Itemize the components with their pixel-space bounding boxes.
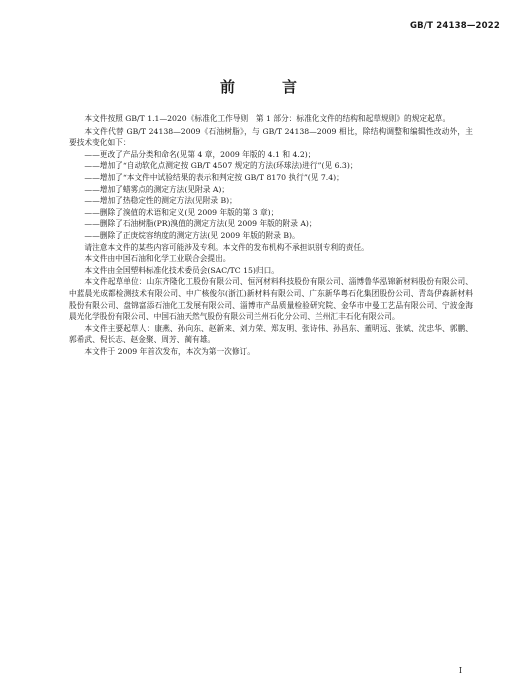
paragraph-patent-notice: 请注意本文件的某些内容可能涉及专利。本文件的发布机构不承担识别专利的责任。 bbox=[84, 242, 369, 252]
list-item: ——增加了热稳定性的测定方法(见附录 B)； bbox=[84, 196, 237, 206]
list-item: ——删除了正庚烷容纳度的测定方法(见 2009 年版的附录 B)。 bbox=[84, 230, 300, 240]
paragraph-proposer: 本文件由中国石油和化学工业联合会提出。 bbox=[84, 254, 231, 264]
paragraph-replaces: 本文件代替 GB/T 24138—2009《石油树脂》，与 GB/T 24138—2009 相比，除结构调整和编辑性改动外，主要技术变化如下： bbox=[69, 126, 473, 148]
paragraph-custodian: 本文件由全国塑料标准化技术委员会(SAC/TC 15)归口。 bbox=[84, 265, 279, 275]
list-item: ——删除了石油树脂(PR)溴值的测定方法(见 2009 年版的附录 A)； bbox=[84, 219, 317, 229]
list-item: ——更改了产品分类和命名(见第 4 章，2009 年版的 4.1 和 4.2)； bbox=[84, 149, 316, 159]
list-item: ——增加了蜡雾点的测定方法(见附录 A)； bbox=[84, 184, 230, 194]
paragraph-drafting-rule: 本文件按照 GB/T 1.1—2020《标准化工作导则 第 1 部分：标准化文件的结构和起草规则》的规定起草。 bbox=[84, 114, 451, 123]
list-item: ——增加了“自动软化点测定按 GB/T 4507 规定的方法(环球法)进行”(见 6.3)； bbox=[84, 161, 358, 171]
technical-changes-list bbox=[69, 149, 473, 242]
standard-code: GB/T 24138—2022 bbox=[409, 21, 500, 31]
list-item: ——增加了“本文件中试验结果的表示和判定按 GB/T 8170 执行”(见 7.4)； bbox=[84, 172, 344, 182]
page-number: I bbox=[458, 666, 462, 675]
page-title: 前 言 bbox=[219, 78, 313, 96]
paragraph-drafting-units: 本文件起草单位：山东齐隆化工股份有限公司、恒河材料科技股份有限公司、淄博鲁华泓锦新材料股份有限公司、中蓝晨光成都检测技术有限公司、中广核俊尔(浙江)新材料有限公司、广东新华粤石化集团股份公司、青岛伊森新材料股份有限公司、盘锦富添石油化工发展有限公司、淄博市产品质量检验研究院、金华市中曼工艺品有限公司、宁波金海晨光化学股份有限公司、中国石油天然气股份有限公司兰州石化分公司、兰州汇丰石化有限公司。 bbox=[69, 277, 473, 322]
list-item: ——删除了溴值的术语和定义(见 2009 年版的第 3 章)； bbox=[84, 207, 279, 217]
paragraph-drafters: 本文件主要起草人：康燕、孙向东、赵新来、刘力荣、郑友明、张诗伟、孙昌东、董明远、张斌、沈忠华、郭鹏、郭希武、倪长志、赵金聚、周芳、蔺有雄。 bbox=[69, 323, 473, 345]
foreword-body bbox=[69, 113, 473, 357]
paragraph-history: 本文件于 2009 年首次发布，本次为第一次修订。 bbox=[84, 346, 255, 356]
